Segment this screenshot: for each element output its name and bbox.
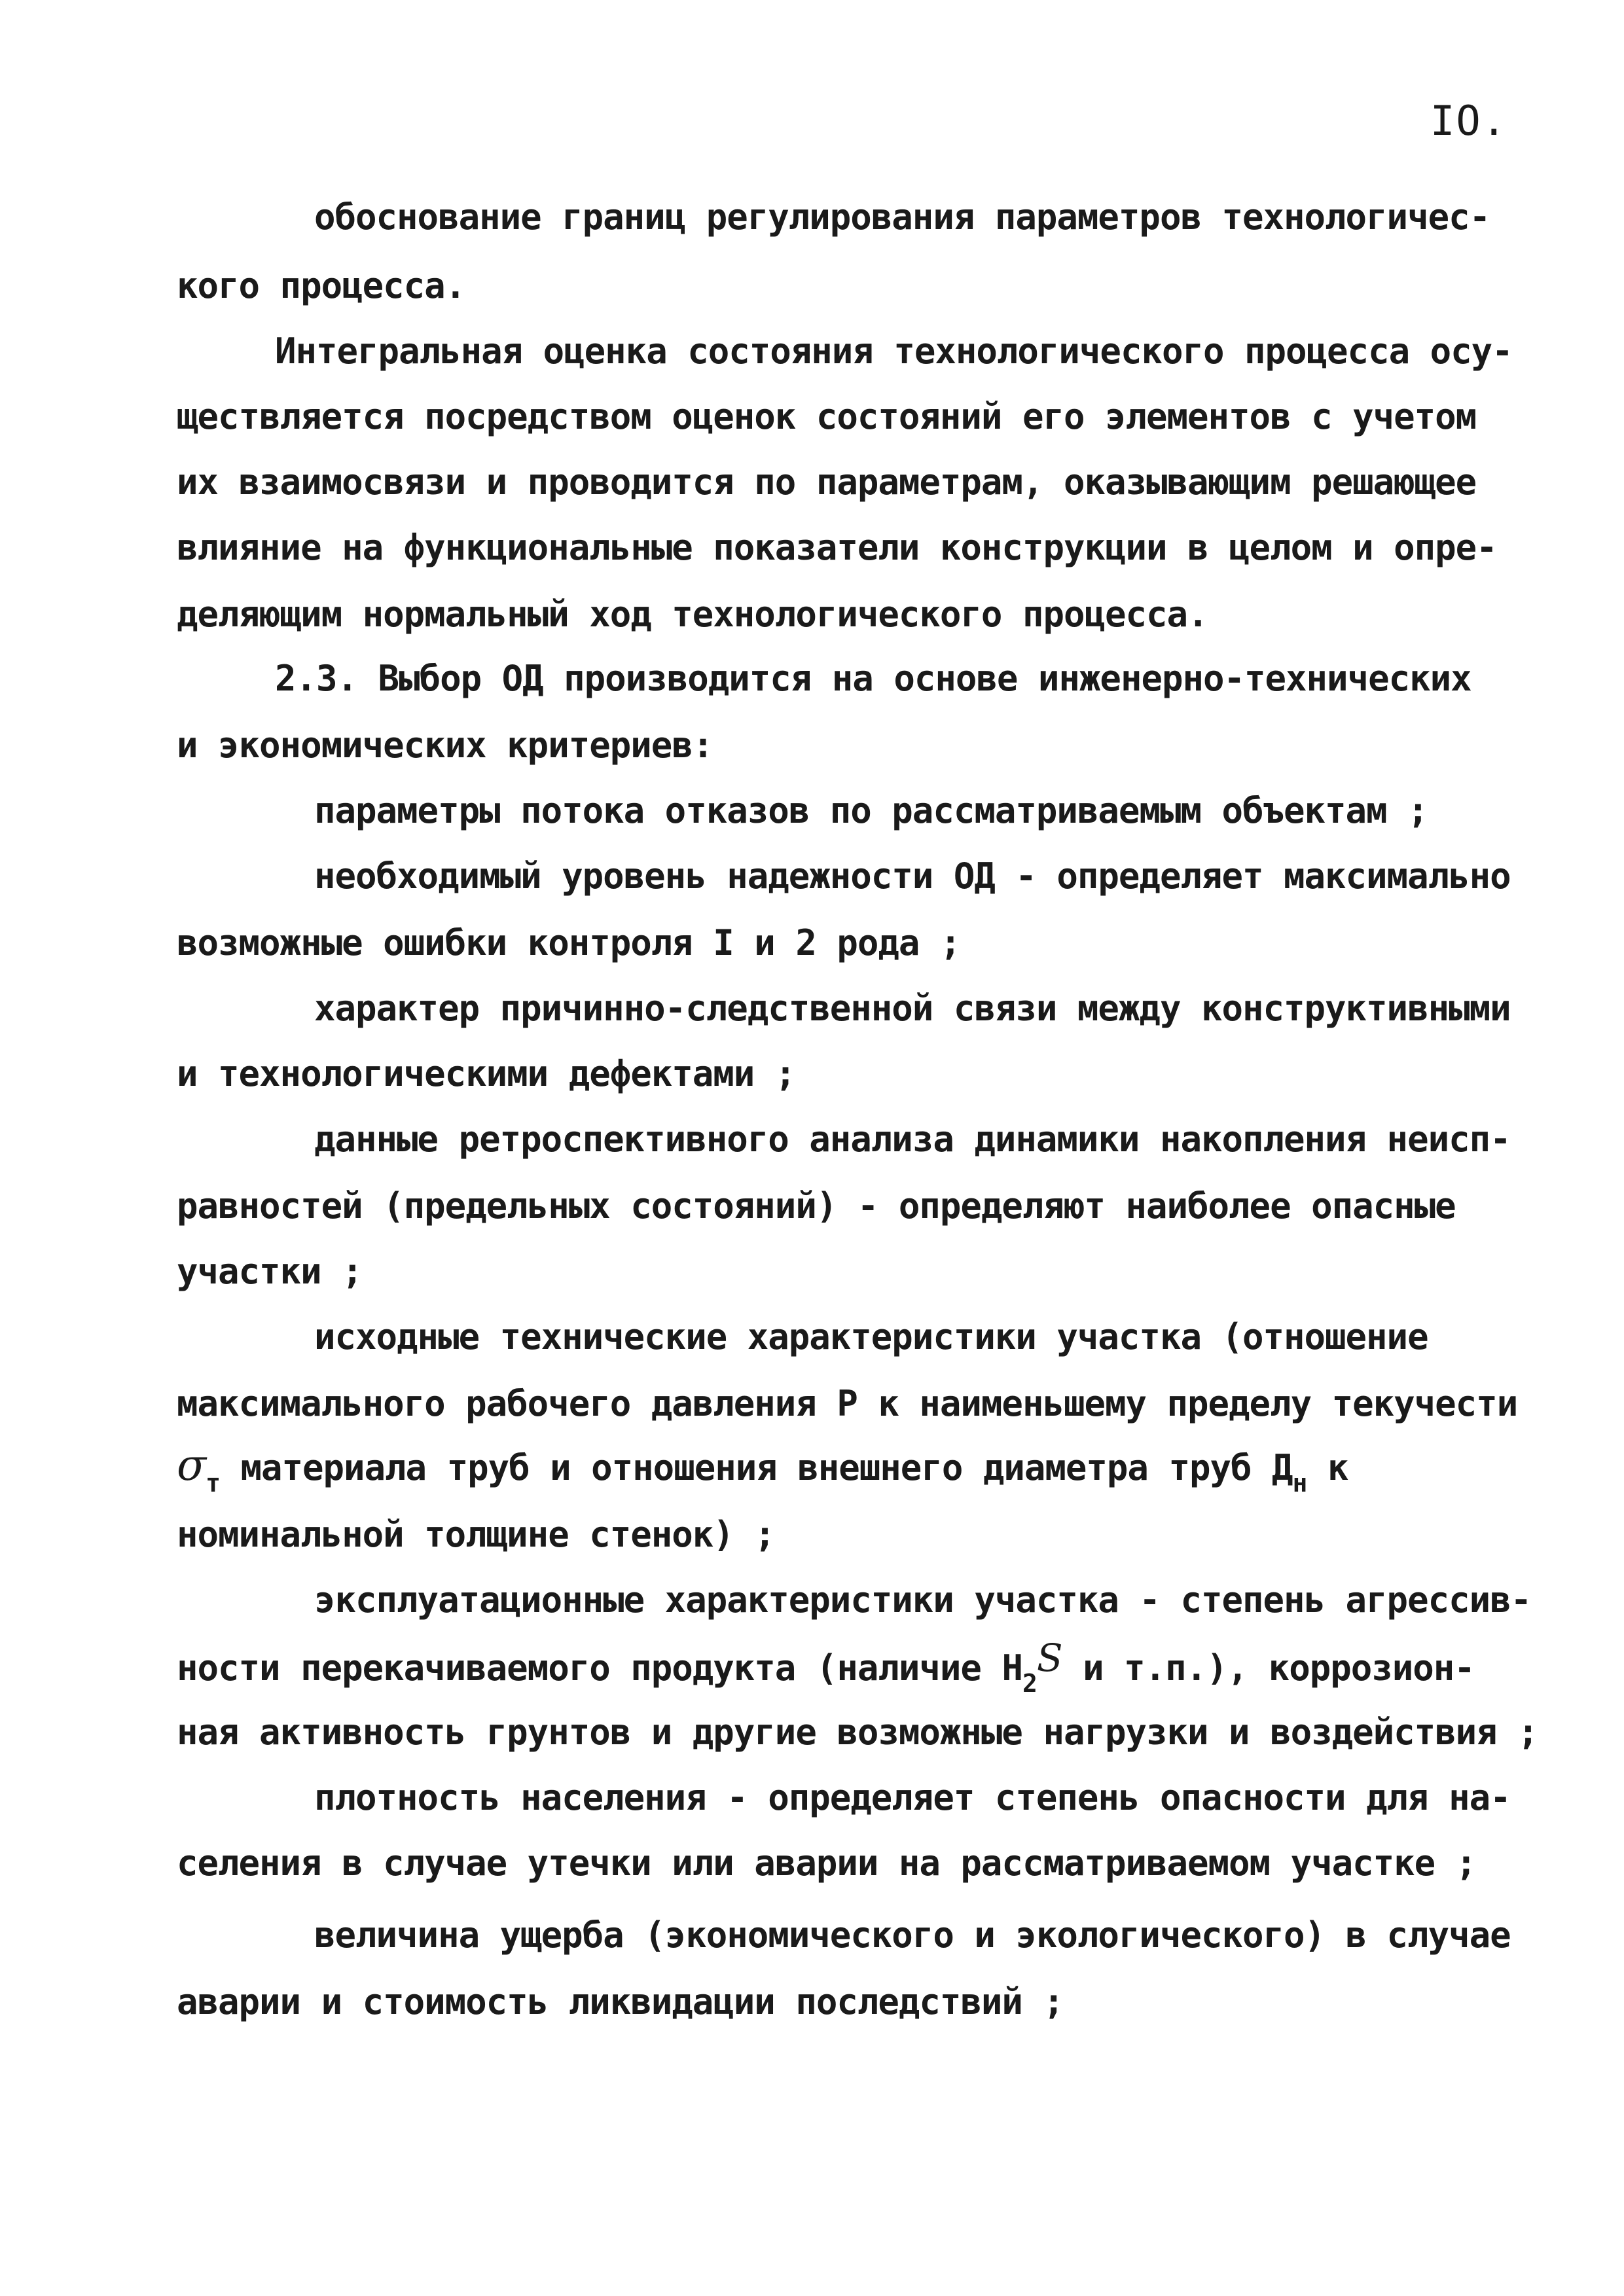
text-line: обоснование границ регулирования параметров технологичес- xyxy=(314,196,1490,238)
text-fragment: и т.п.), коррозион- xyxy=(1062,1647,1475,1689)
text-line: и технологическими дефектами ; xyxy=(177,1053,796,1094)
diameter-subscript: н xyxy=(1292,1469,1307,1498)
text-line: и экономических критериев: xyxy=(177,725,713,766)
text-line-with-formula xyxy=(177,1636,1475,1698)
text-line: селения в случае утечки или аварии на рассматриваемом участке ; xyxy=(177,1842,1477,1884)
text-line: равностей (предельных состояний) - определяют наиболее опасные xyxy=(177,1185,1456,1227)
list-item-text: плотность населения - определяет степень опасности для на- xyxy=(314,1777,1511,1818)
text-line: кого процесса. xyxy=(177,265,466,306)
sigma-symbol: σ xyxy=(177,1440,206,1490)
text-line: ществляется посредством оценок состояний его элементов с учетом xyxy=(177,396,1477,437)
list-item-text: параметры потока отказов по рассматриваемым объектам ; xyxy=(314,790,1428,831)
text-fragment: материала труб и отношения внешнего диаметра труб xyxy=(219,1447,1272,1488)
text-fragment: к xyxy=(1307,1447,1348,1488)
text-line-with-formula xyxy=(177,1440,1348,1498)
hydrogen-subscript: 2 xyxy=(1022,1669,1037,1698)
diameter-symbol: Д xyxy=(1272,1447,1293,1488)
list-item-text: необходимый уровень надежности ОД - определяет максимально xyxy=(314,855,1511,897)
text-line: их взаимосвязи и проводится по параметрам, оказывающим решающее xyxy=(177,461,1477,503)
sulfur-symbol: S xyxy=(1036,1636,1062,1680)
text-line: возможные ошибки контроля I и 2 рода ; xyxy=(177,922,961,963)
page-number: IO. xyxy=(1430,97,1507,145)
text-line: 2.3. Выбор ОД производится на основе инженерно-технических xyxy=(275,658,1471,699)
text-line: участки ; xyxy=(177,1251,363,1292)
text-line: деляющим нормальный ход технологического процесса. xyxy=(177,594,1208,635)
text-line: ная активность грунтов и другие возможные нагрузки и воздействия ; xyxy=(177,1712,1538,1753)
list-item-text: данные ретроспективного анализа динамики накопления неисп- xyxy=(314,1119,1511,1160)
text-line: влияние на функциональные показатели конструкции в целом и опре- xyxy=(177,527,1497,568)
hydrogen-symbol: H xyxy=(1001,1647,1022,1689)
text-line: номинальной толщине стенок) ; xyxy=(177,1514,775,1555)
sigma-subscript: т xyxy=(206,1469,220,1498)
list-item-text: характер причинно-следственной связи между конструктивными xyxy=(314,988,1511,1029)
list-item-text: эксплуатационные характеристики участка - степень агрессив- xyxy=(314,1579,1532,1621)
text-line: Интегральная оценка состояния технологического процесса осу- xyxy=(275,331,1513,372)
text-line: аварии и стоимость ликвидации последствий ; xyxy=(177,1981,1064,2022)
text-fragment: ности перекачиваемого продукта (наличие xyxy=(177,1647,1002,1689)
list-item-text: величина ущерба (экономического и экологического) в случае xyxy=(314,1914,1511,1956)
text-line: максимального рабочего давления Р к наименьшему пределу текучести xyxy=(177,1383,1518,1424)
list-item-text: исходные технические характеристики участка (отношение xyxy=(314,1316,1428,1357)
